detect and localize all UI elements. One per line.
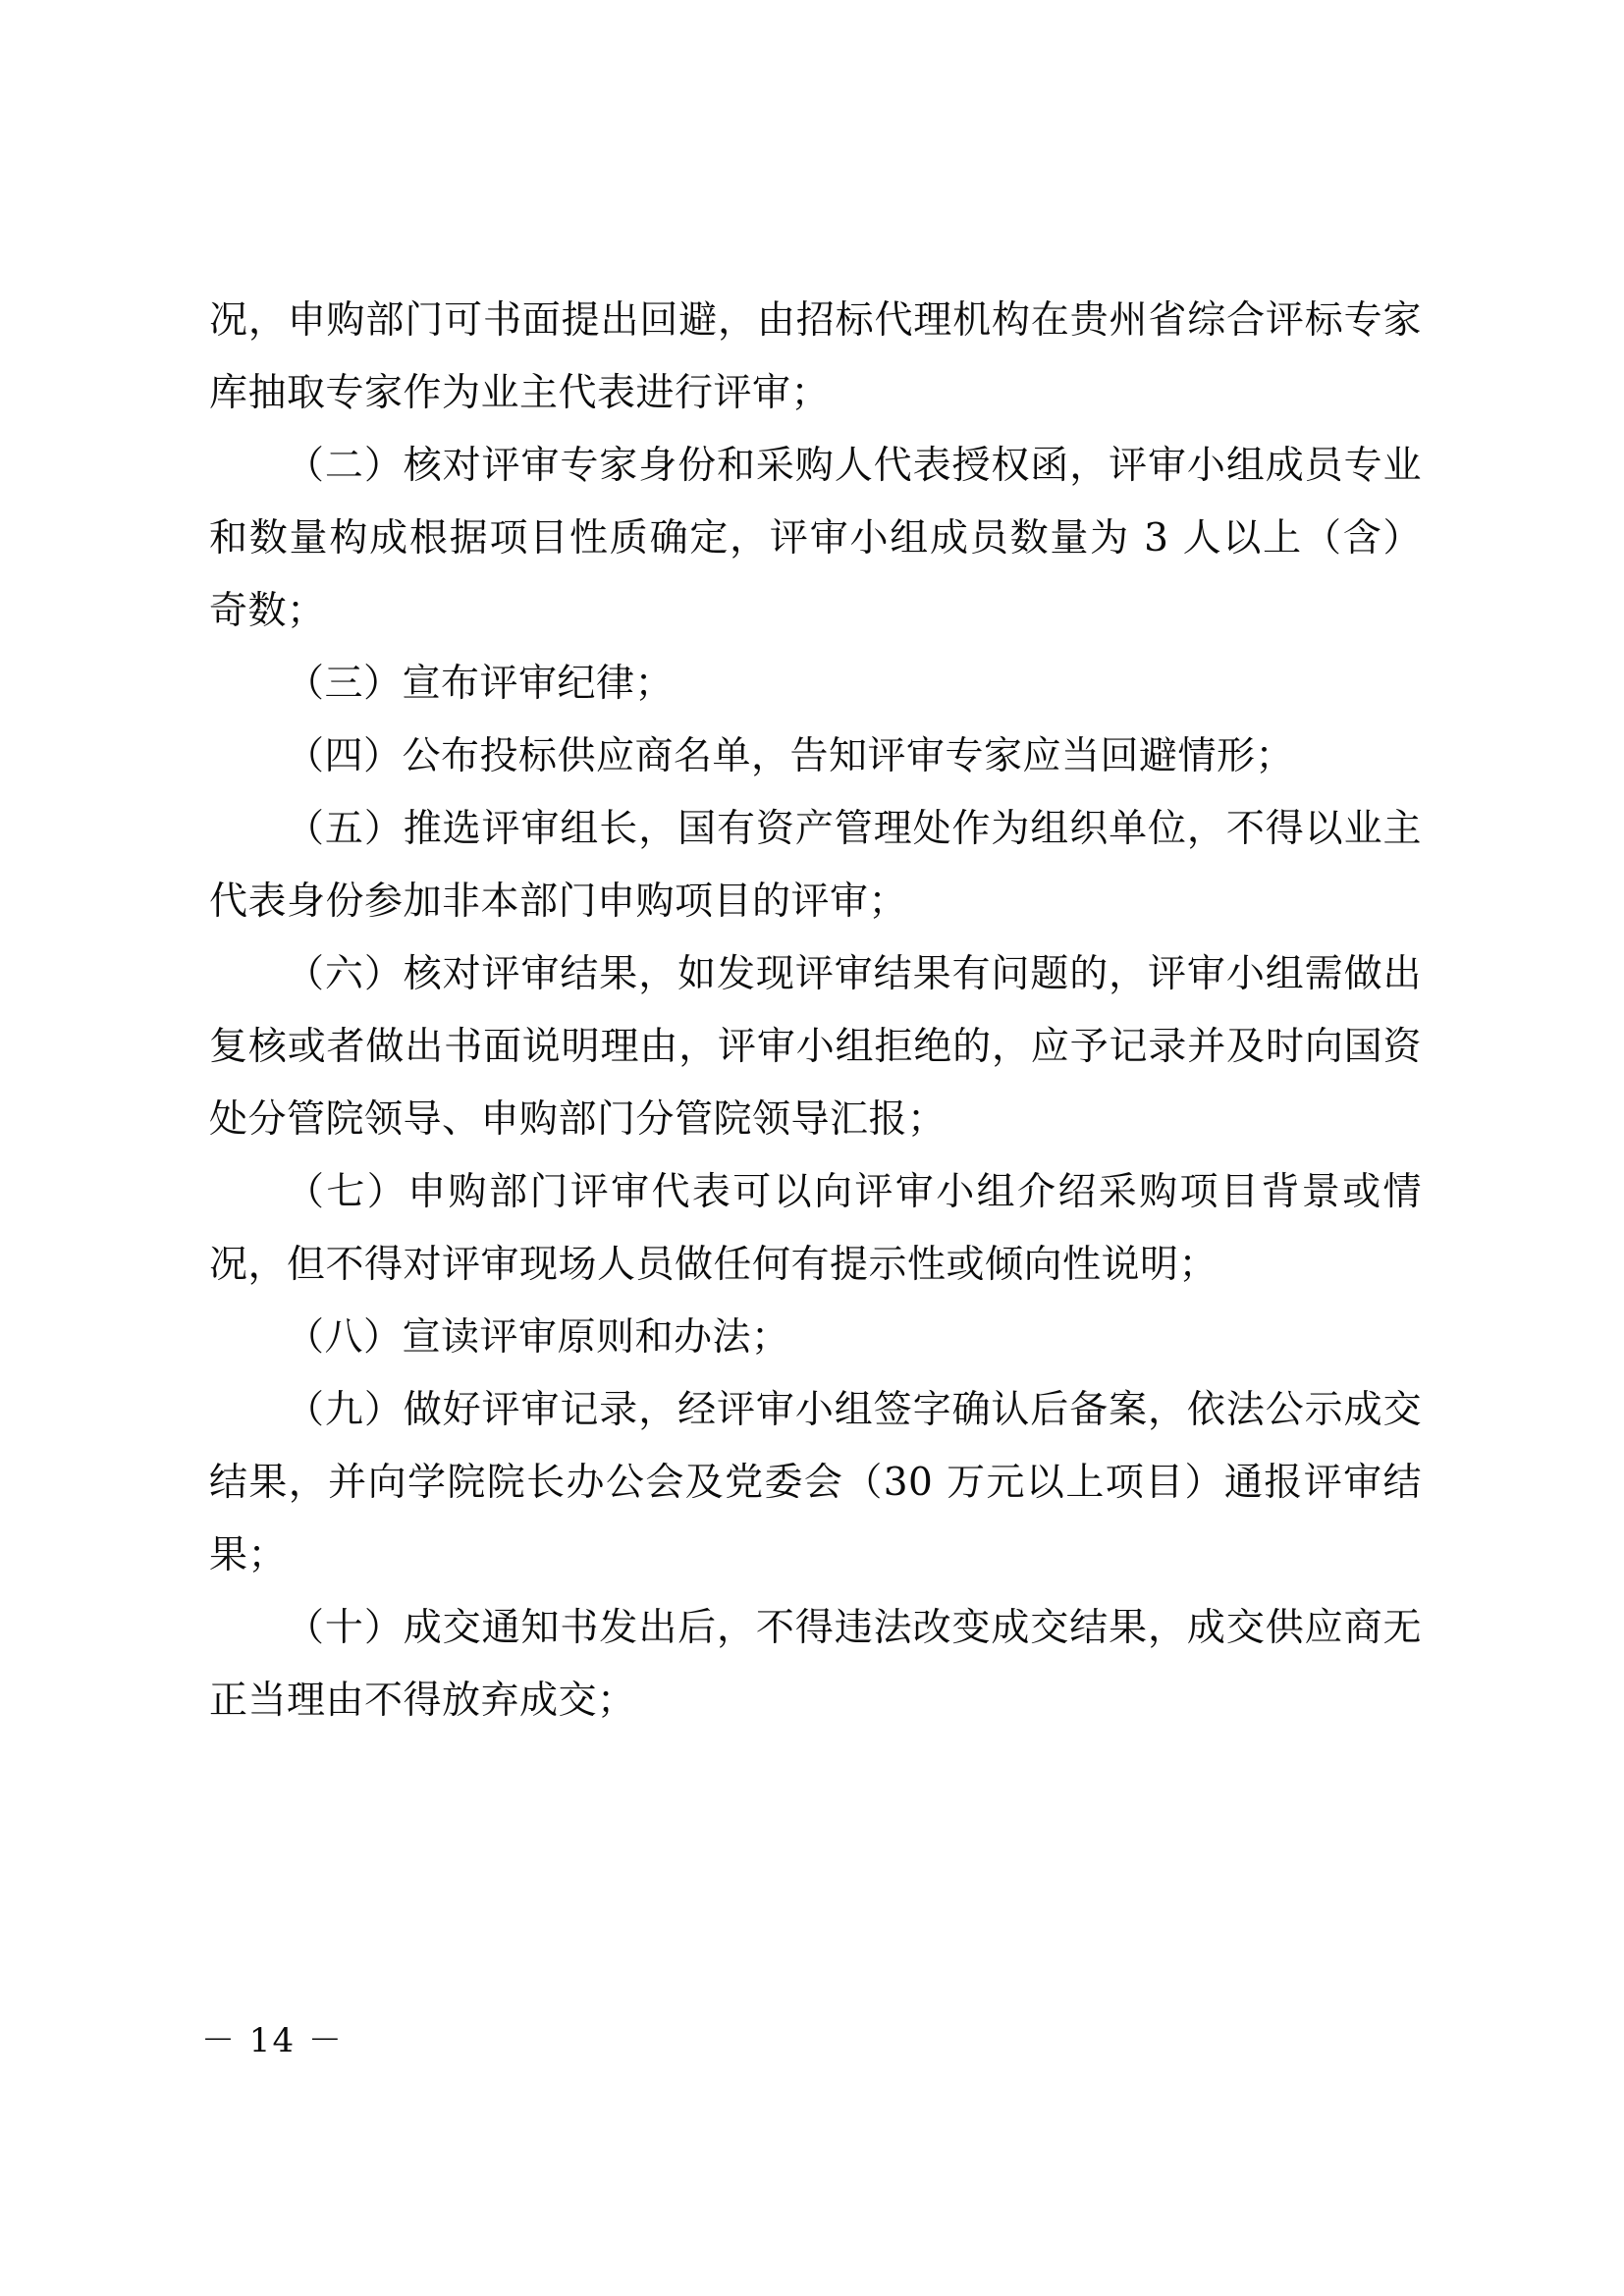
paragraph-item-6: （六）核对评审结果，如发现评审结果有问题的，评审小组需做出复核或者做出书面说明理由，评审小组拒绝的，应予记录并及时向国资处分管院领导、申购部门分管院领导汇报； [209,952,1422,1142]
paragraph-item-2: （二）核对评审专家身份和采购人代表授权函，评审小组成员专业和数量构成根据项目性质确定，评审小组成员数量为 3 人以上（含）奇数； [209,444,1422,633]
document-body [209,285,1422,1737]
paragraph-item-7: （七）申购部门评审代表可以向评审小组介绍采购项目背景或情况，但不得对评审现场人员做任何有提示性或倾向性说明； [209,1170,1422,1287]
page-number: － 14 － [201,2021,344,2060]
paragraph-item-4: （四）公布投标供应商名单，告知评审专家应当回避情形； [286,734,1295,778]
paragraph-continued: 况，申购部门可书面提出回避，由招标代理机构在贵州省综合评标专家库抽取专家作为业主代表进行评审； [209,298,1422,415]
paragraph-item-5: （五）推选评审组长，国有资产管理处作为组织单位，不得以业主代表身份参加非本部门申购项目的评审； [209,807,1422,924]
page-footer [201,2017,1419,2064]
paragraph-item-8: （八）宣读评审原则和办法； [286,1315,790,1360]
paragraph-item-3: （三）宣布评审纪律； [286,662,675,706]
paragraph-item-9: （九）做好评审记录，经评审小组签字确认后备案，依法公示成交结果，并向学院院长办公会及党委会（30 万元以上项目）通报评审结果； [209,1388,1422,1577]
paragraph-item-10: （十）成交通知书发出后，不得违法改变成交结果，成交供应商无正当理由不得放弃成交； [209,1606,1422,1723]
